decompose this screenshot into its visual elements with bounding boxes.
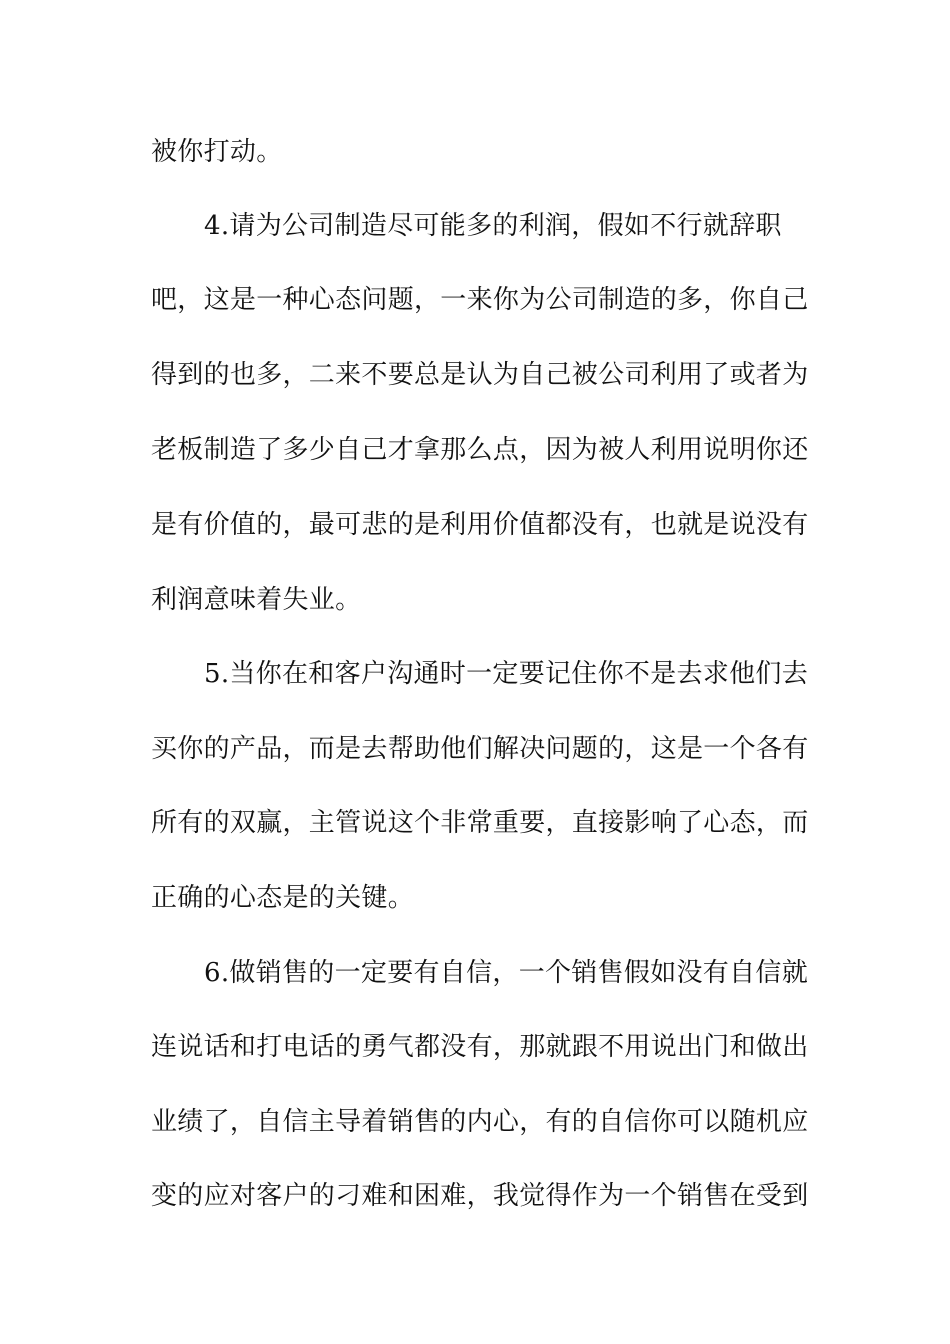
text-line: 5.当你在和客户沟通时一定要记住你不是去求他们去: [204, 659, 809, 689]
text-line: 4.请为公司制造尽可能多的利润，假如不行就辞职: [204, 211, 782, 241]
text-line: 6.做销售的一定要有自信，一个销售假如没有自信就: [204, 958, 809, 988]
text-line: 被你打动。: [151, 137, 283, 167]
text-line: 得到的也多，二来不要总是认为自己被公司利用了或者为: [151, 360, 809, 390]
text-line: 是有价值的，最可悲的是利用价值都没有，也就是说没有: [151, 510, 809, 540]
text-line: 变的应对客户的刁难和困难，我觉得作为一个销售在受到: [151, 1181, 809, 1211]
text-line: 利润意味着失业。: [151, 585, 362, 615]
text-line: 老板制造了多少自己才拿那么点，因为被人利用说明你还: [151, 435, 809, 465]
text-line: 业绩了，自信主导着销售的内心，有的自信你可以随机应: [151, 1107, 809, 1137]
text-line: 吧，这是一种心态问题，一来你为公司制造的多，你自己: [151, 285, 809, 315]
text-line: 买你的产品，而是去帮助他们解决问题的，这是一个各有: [151, 734, 809, 764]
text-line: 正确的心态是的关键。: [151, 883, 415, 913]
text-line: 连说话和打电话的勇气都没有，那就跟不用说出门和做出: [151, 1032, 809, 1062]
text-line: 所有的双赢，主管说这个非常重要，直接影响了心态，而: [151, 808, 809, 838]
